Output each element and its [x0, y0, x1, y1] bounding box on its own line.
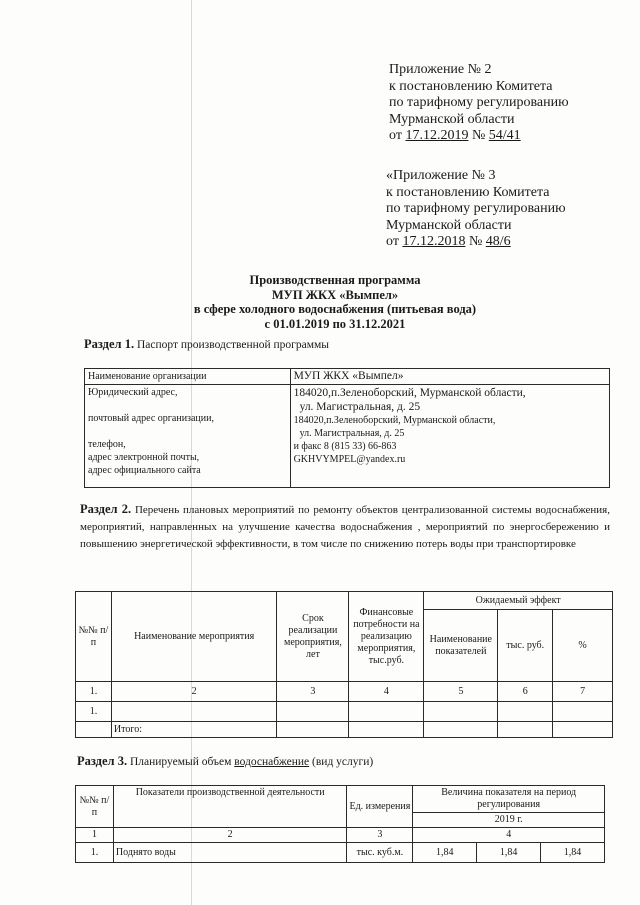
table-row [76, 682, 613, 702]
section3-service: водоснабжение [234, 756, 310, 768]
header-num: №№ п/п [76, 592, 112, 682]
passport-legal-value1: 184020,п.Зеленоборский, Мурманской области, [293, 387, 526, 399]
t3-row-value-3: 1,84 [541, 843, 605, 863]
section2-text-block [80, 501, 610, 553]
passport-phone-label: телефон, [88, 439, 126, 450]
passport-postal-label: почтовый адрес организации, [88, 413, 214, 424]
appendix-old-date: 17.12.2018 [402, 234, 466, 249]
passport-postal-value2: ул. Магистральная, д. 25 [299, 428, 405, 439]
col-num-7: 7 [553, 682, 613, 702]
title-line2: МУП ЖКХ «Вымпел» [271, 287, 399, 302]
title-line3: в сфере холодного водоснабжения (питьевая вода) [193, 302, 477, 316]
measures-table [75, 591, 613, 738]
section2-text: Перечень плановых мероприятий по ремонту объектов централизованной системы водоснабжения, мероприятий, направленных на улучшение качества водоснабжения , мероприятий по энергосбережению и повышению энергетической эффективности, в том числе по снижению потерь воды при транспортировке [80, 504, 610, 550]
total-label: Итого: [111, 722, 277, 738]
passport-email-value: GKHVYMPEL@yandex.ru [293, 454, 406, 465]
header-fin: Финансовые потребности на реализацию мероприятия, тыс.руб. [349, 592, 424, 682]
passport-labels-cell [85, 385, 291, 488]
section1-heading [84, 337, 329, 352]
t3-header-value: Величина показателя на период регулирования [413, 786, 605, 813]
passport-postal-value1: 184020,п.Зеленоборский, Мурманской области, [293, 415, 496, 426]
table-row [76, 786, 605, 813]
appendix-new-line2: к постановлению Комитета [389, 78, 553, 94]
passport-legal-label: Юридический адрес, [88, 387, 178, 398]
table-row [76, 702, 613, 722]
passport-email-label: адрес электронной почты, [88, 452, 200, 463]
appendix-new-line3: по тарифному регулированию [389, 95, 569, 110]
header-thous: тыс. руб. [498, 610, 553, 682]
passport-org-value: МУП ЖКХ «Вымпел» [290, 369, 609, 385]
appendix-new-ref: от 17.12.2019 № 54/41 [389, 128, 521, 143]
t3-row-unit: тыс. куб.м. [347, 843, 413, 863]
t3-header-unit: Ед. измерения [347, 786, 413, 828]
header-name: Наименование мероприятия [111, 592, 277, 682]
t3-col-num-4: 4 [413, 828, 605, 843]
section1-label: Раздел 1. [84, 337, 135, 351]
t3-col-num-2: 2 [113, 828, 347, 843]
section3-label: Раздел 3. [77, 754, 128, 768]
section3-title-post: (вид услуги) [312, 756, 374, 768]
volume-table [75, 785, 605, 863]
col-num-5: 5 [424, 682, 498, 702]
header-effect: Ожидаемый эффект [424, 592, 613, 610]
title-line1: Производственная программа [249, 273, 421, 287]
header-pct: % [553, 610, 613, 682]
appendix-new-date: 17.12.2019 [405, 128, 469, 143]
t3-header-num: №№ п/п [76, 786, 114, 828]
t3-col-num-1: 1 [76, 828, 114, 843]
table-row [76, 843, 605, 863]
t3-row-name: Поднято воды [113, 843, 347, 863]
row1-num: 1. [76, 702, 112, 722]
passport-org-label: Наименование организации [85, 369, 291, 385]
t3-row-num: 1. [76, 843, 114, 863]
t3-row-value-2: 1,84 [477, 843, 541, 863]
passport-table [84, 368, 610, 488]
appendix-old-line4: Мурманской области [386, 217, 512, 233]
col-num-3: 3 [277, 682, 349, 702]
section1-title: Паспорт производственной программы [136, 339, 330, 351]
appendix-old-number: 48/6 [485, 234, 511, 249]
appendix-old-line2: к постановлению Комитета [386, 184, 550, 200]
passport-phone-value: и факс 8 (815 33) 66-863 [293, 441, 397, 452]
appendix-old-line1: «Приложение № 3 [386, 168, 496, 183]
appendix-old-line3: по тарифному регулированию [386, 201, 566, 216]
t3-header-indicators: Показатели производственной деятельности [113, 786, 347, 828]
t3-col-num-3: 3 [347, 828, 413, 843]
appendix-old-ref: от 17.12.2018 № 48/6 [386, 234, 511, 249]
program-title [170, 273, 500, 331]
appendix-new-line4: Мурманской области [389, 111, 515, 127]
section2-label: Раздел 2. [80, 502, 132, 516]
table-row [76, 828, 605, 843]
col-num-1: 1. [76, 682, 112, 702]
header-indicator: Наименование показателей [424, 610, 498, 682]
t3-header-year: 2019 г. [413, 813, 605, 828]
appendix-new-line1: Приложение № 2 [389, 62, 492, 77]
passport-site-label: адрес официального сайта [88, 465, 201, 476]
col-num-6: 6 [498, 682, 553, 702]
table-row [76, 592, 613, 610]
table-row [76, 722, 613, 738]
col-num-4: 4 [349, 682, 424, 702]
table-row [85, 369, 610, 385]
appendix-old [386, 168, 566, 251]
appendix-new-number: 54/41 [488, 128, 521, 143]
col-num-2: 2 [111, 682, 277, 702]
appendix-new [389, 62, 569, 145]
title-line4: с 01.01.2019 по 31.12.2021 [264, 316, 406, 331]
header-term: Срок реализации мероприятия, лет [277, 592, 349, 682]
table-row [85, 385, 610, 488]
section3-heading [77, 754, 373, 769]
passport-legal-value2: ул. Магистральная, д. 25 [299, 401, 421, 413]
t3-row-value-1: 1,84 [413, 843, 477, 863]
section3-title-pre: Планируемый объем [129, 756, 232, 768]
passport-values-cell [290, 385, 609, 488]
